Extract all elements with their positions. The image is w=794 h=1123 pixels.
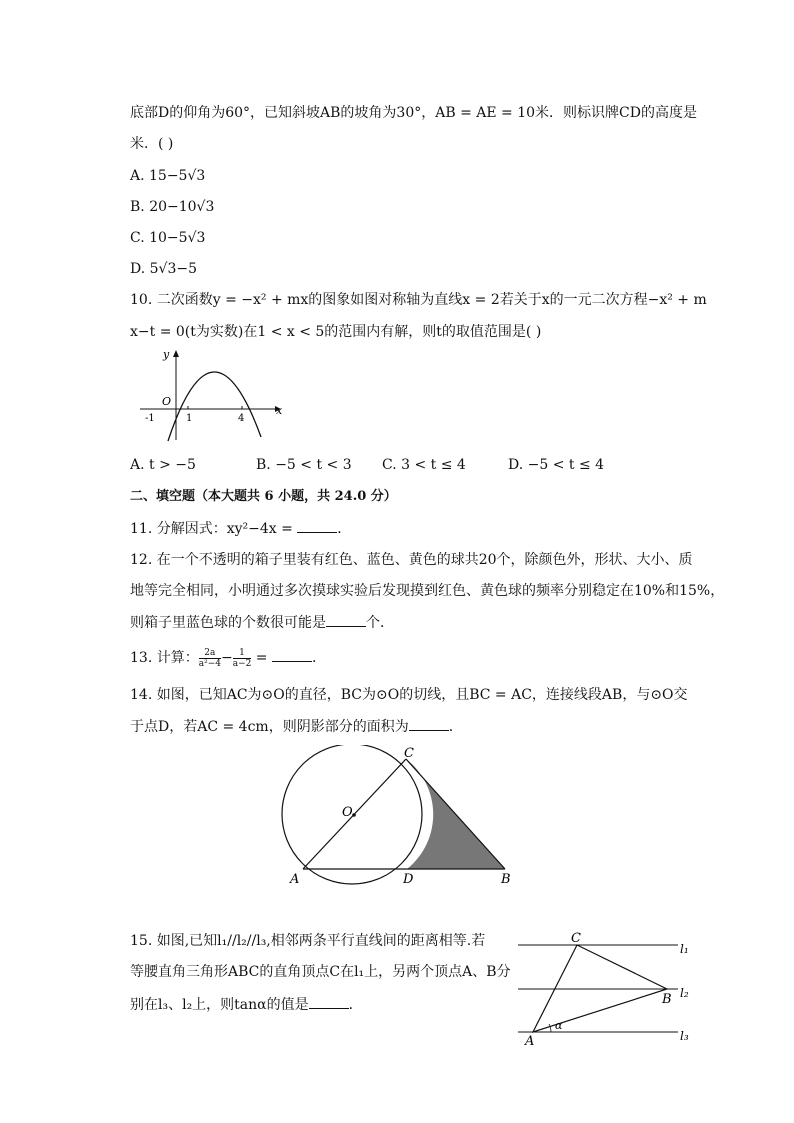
q13-answer-blank (272, 647, 312, 662)
q14-line2-text: 于点D，若AC = 4cm，则阴影部分的面积为 (130, 719, 409, 735)
q12-line3 (130, 612, 394, 633)
fig14-label-c: C (404, 746, 414, 761)
center-dot (352, 813, 356, 817)
parabola-curve (168, 372, 261, 441)
q10-option-b: B. −5 < t < 3 (256, 457, 352, 473)
q13-fraction-1 (199, 648, 221, 669)
q9-line2: 米．( ) (130, 136, 174, 152)
q13-num1: 2a (199, 648, 221, 659)
graph-label-neg1: -1 (145, 413, 155, 424)
fig15-label-l3: l₃ (680, 1029, 689, 1043)
angle-alpha-arc (549, 1024, 551, 1032)
q9-option-d: D. 5√3−5 (130, 261, 197, 277)
fig14-label-b: B (501, 872, 511, 887)
q11-line (130, 518, 351, 539)
fig14-label-a: A (290, 872, 300, 887)
q14-circle-figure (275, 745, 525, 890)
q10-line1: 10. 二次函数y = −x² + mx的图象如图对称轴为直线x = 2若关于x的一元二次方程−x² + m (130, 292, 707, 308)
q14-line2 (130, 716, 463, 737)
q14-answer-blank (409, 716, 449, 731)
q15-line3-text: 别在l₃、l₂上，则tanα的值是 (130, 997, 309, 1013)
graph-label-x: x (276, 404, 283, 417)
fig15-label-l2: l₂ (680, 986, 689, 1000)
q11-text: 11. 分解因式：xy²−4x = (130, 521, 298, 537)
q10-parabola-graph (135, 345, 295, 445)
fig15-label-a: A (525, 1034, 535, 1048)
q12-line2: 地等完全相同，小明通过多次摸球实验后发现摸到红色、黄色球的频率分别稳定在10%和15%， (130, 583, 725, 599)
fig15-label-b: B (662, 992, 672, 1007)
q15-line3-end: ． (348, 997, 363, 1013)
q13-eq: = (251, 650, 272, 666)
fig15-label-alpha: α (555, 1019, 563, 1032)
graph-label-1: 1 (186, 413, 193, 424)
q10-option-a: A. t > −5 (130, 457, 196, 473)
q13-line (130, 645, 326, 671)
q10-option-d: D. −5 < t ≤ 4 (508, 457, 605, 473)
q13-den1: a²−4 (198, 658, 221, 669)
fig14-label-d: D (403, 872, 414, 887)
q15-line1: 15. 如图,已知l₁//l₂//l₃,相邻两条平行直线间的距离相等.若 (130, 933, 486, 949)
q12-line3-end: 个． (366, 615, 394, 631)
q13-fraction-2 (233, 648, 252, 669)
q13-minus: − (220, 650, 233, 666)
q11-answer-blank (297, 518, 337, 533)
section-heading: 二、填空题（本大题共 6 小题，共 24.0 分） (130, 489, 397, 504)
q10-line2: x−t = 0(t为实数)在1 < x < 5的范围内有解，则t的取值范围是( ) (130, 324, 542, 340)
q9-option-b: B. 20−10√3 (130, 199, 215, 215)
q13-label: 13. 计算： (130, 650, 199, 666)
fig14-label-o: O (342, 805, 353, 820)
y-axis-arrow (173, 350, 179, 357)
q13-end: ． (311, 650, 326, 666)
q13-num2: 1 (233, 648, 252, 659)
graph-label-o: O (162, 395, 172, 408)
q11-end: ． (337, 521, 352, 537)
q15-parallel-lines-figure (515, 928, 700, 1048)
q9-option-c: C. 10−5√3 (130, 230, 206, 246)
q13-den2: a−2 (232, 658, 252, 669)
q15-line2: 等腰直角三角形ABC的直角顶点C在l₁上，另两个顶点A、B分 (130, 964, 511, 980)
q15-line3 (130, 994, 363, 1015)
q10-option-c: C. 3 < t ≤ 4 (382, 457, 466, 473)
graph-label-4: 4 (238, 413, 245, 424)
q9-option-a: A. 15−5√3 (130, 168, 206, 184)
q12-line3-text: 则箱子里蓝色球的个数很可能是 (130, 615, 326, 631)
q14-line1: 14. 如图，已知AC为⊙O的直径，BC为⊙O的切线，且BC = AC，连接线段AB，与⊙O交 (130, 687, 688, 703)
fig15-label-c: C (571, 931, 581, 946)
q14-line2-end: ． (448, 719, 463, 735)
graph-label-y: y (163, 348, 170, 361)
q9-line1: 底部D的仰角为60°，已知斜坡AB的坡角为30°，AB = AE = 10米．则标识牌CD的高度是 (130, 105, 697, 121)
fig15-label-l1: l₁ (680, 942, 689, 956)
q12-answer-blank (326, 612, 366, 627)
q15-answer-blank (309, 994, 349, 1009)
q12-line1: 12. 在一个不透明的箱子里装有红色、蓝色、黄色的球共20个，除颜色外，形状、大小、质 (130, 552, 693, 568)
